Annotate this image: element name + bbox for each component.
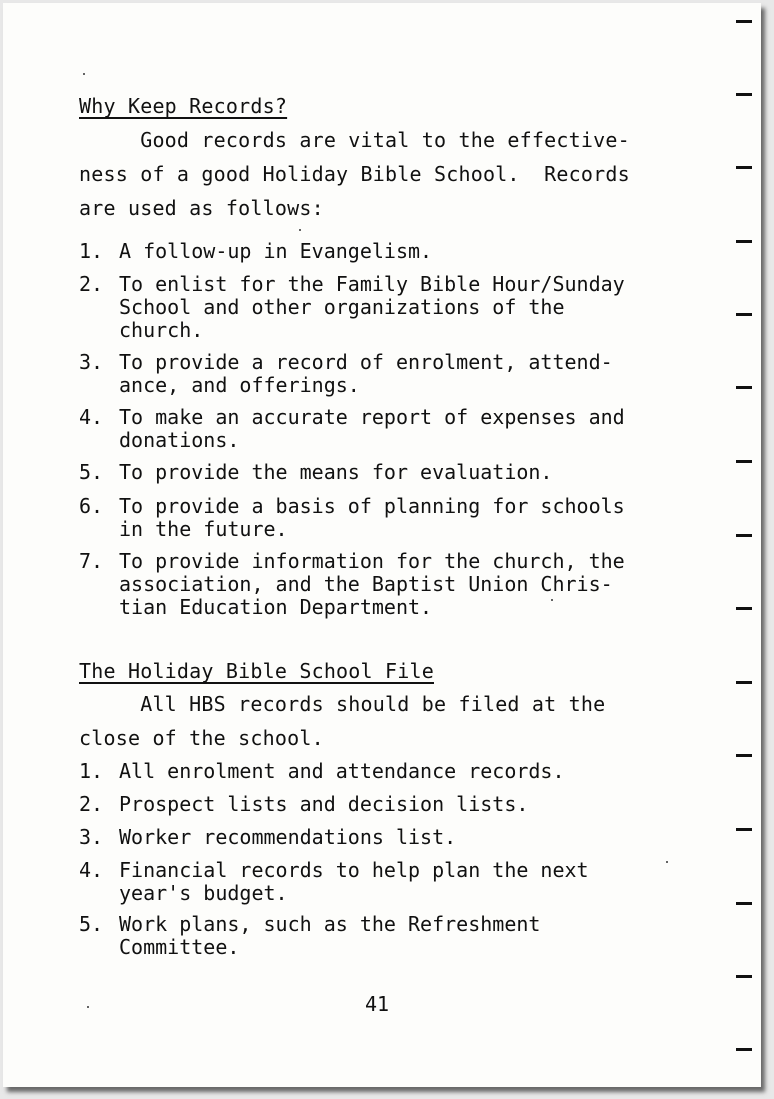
margin-tick bbox=[736, 902, 752, 905]
list-item-number: 4. bbox=[79, 405, 104, 429]
list-item-number: 3. bbox=[79, 350, 104, 374]
margin-tick bbox=[736, 313, 752, 316]
list-item-text: School and other organizations of the bbox=[119, 295, 565, 319]
margin-tick bbox=[736, 1048, 752, 1051]
list-item-number: 3. bbox=[79, 825, 104, 849]
section1-intro-line-3: are used as follows: bbox=[79, 196, 324, 220]
list-item-number: 5. bbox=[79, 912, 104, 936]
list-item-text: association, and the Baptist Union Chris- bbox=[119, 572, 613, 596]
list-item-number: 1. bbox=[79, 239, 104, 263]
margin-tick bbox=[736, 240, 752, 243]
list-item-number: 4. bbox=[79, 858, 104, 882]
margin-tick bbox=[736, 975, 752, 978]
document-page bbox=[3, 3, 761, 1087]
list-item-number: 5. bbox=[79, 460, 104, 484]
section1-intro-line-2: ness of a good Holiday Bible School. Records bbox=[79, 162, 630, 186]
list-item-text: Work plans, such as the Refreshment bbox=[119, 912, 541, 936]
list-item-text: Worker recommendations list. bbox=[119, 825, 457, 849]
list-item-text: in the future. bbox=[119, 517, 288, 541]
list-item-text: To provide information for the church, the bbox=[119, 549, 625, 573]
margin-tick bbox=[736, 681, 752, 684]
list-item-number: 7. bbox=[79, 549, 104, 573]
list-item-text: To enlist for the Family Bible Hour/Sunday bbox=[119, 272, 625, 296]
margin-tick bbox=[736, 534, 752, 537]
section-heading-hbs-file: The Holiday Bible School File bbox=[79, 659, 434, 683]
section2-intro-line-2: close of the school. bbox=[79, 726, 324, 750]
list-item-text: To provide a record of enrolment, attend- bbox=[119, 350, 613, 374]
section-heading-why-keep-records: Why Keep Records? bbox=[79, 94, 288, 118]
list-item-text: Financial records to help plan the next bbox=[119, 858, 589, 882]
list-item-text: To provide a basis of planning for schools bbox=[119, 494, 625, 518]
margin-tick bbox=[736, 386, 752, 389]
page-number: 41 bbox=[365, 992, 390, 1016]
margin-tick bbox=[736, 93, 752, 96]
margin-tick bbox=[736, 166, 752, 169]
list-item-number: 2. bbox=[79, 792, 104, 816]
list-item-text: year's budget. bbox=[119, 881, 288, 905]
list-item-text: ance, and offerings. bbox=[119, 373, 360, 397]
list-item-text: To provide the means for evaluation. bbox=[119, 460, 553, 484]
list-item-text: A follow-up in Evangelism. bbox=[119, 239, 433, 263]
margin-tick bbox=[736, 20, 752, 23]
margin-tick bbox=[736, 754, 752, 757]
list-item-text: To make an accurate report of expenses and bbox=[119, 405, 625, 429]
list-item-text: church. bbox=[119, 318, 204, 342]
scan-speck bbox=[83, 73, 85, 75]
list-item-text: Prospect lists and decision lists. bbox=[119, 792, 529, 816]
scan-speck bbox=[666, 861, 668, 863]
list-item-number: 6. bbox=[79, 494, 104, 518]
list-item-text: donations. bbox=[119, 428, 240, 452]
margin-tick bbox=[736, 607, 752, 610]
list-item-number: 2. bbox=[79, 272, 104, 296]
margin-tick bbox=[736, 828, 752, 831]
scan-speck bbox=[87, 1006, 89, 1008]
section2-intro-line-1: All HBS records should be filed at the bbox=[79, 692, 606, 716]
list-item-text: Committee. bbox=[119, 935, 240, 959]
margin-tick bbox=[736, 460, 752, 463]
list-item-number: 1. bbox=[79, 759, 104, 783]
section1-intro-line-1: Good records are vital to the effective- bbox=[79, 128, 630, 152]
list-item-text: tian Education Department. bbox=[119, 595, 433, 619]
list-item-text: All enrolment and attendance records. bbox=[119, 759, 565, 783]
scan-speck bbox=[551, 599, 553, 601]
scan-speck bbox=[299, 229, 301, 231]
